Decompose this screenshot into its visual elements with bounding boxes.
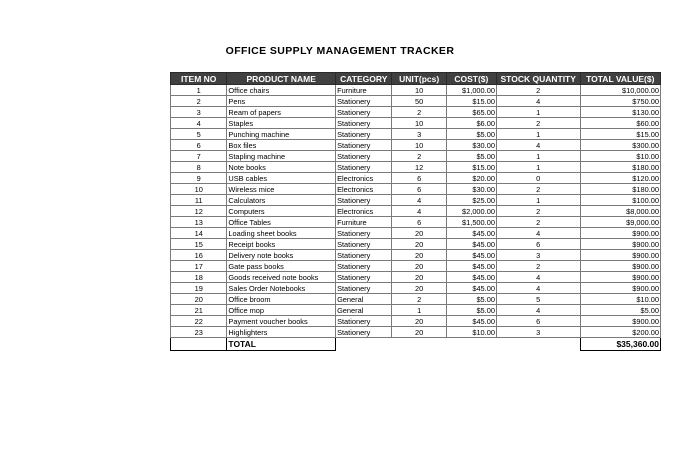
cell-stock-quantity[interactable]: 4 — [496, 140, 580, 151]
table-row — [171, 184, 661, 195]
cell-category[interactable]: Stationery — [336, 272, 392, 283]
cell-cost[interactable]: $1,000.00 — [446, 85, 496, 96]
cell-total-value[interactable]: $5.00 — [580, 305, 660, 316]
cell-stock-quantity[interactable]: 4 — [496, 96, 580, 107]
cell-cost[interactable]: $5.00 — [446, 294, 496, 305]
sheet-title: OFFICE SUPPLY MANAGEMENT TRACKER — [225, 45, 455, 57]
cell-category[interactable]: Electronics — [336, 206, 392, 217]
cell-cost[interactable]: $30.00 — [446, 184, 496, 195]
cell-item-no[interactable]: 20 — [171, 294, 227, 305]
cell-stock-quantity[interactable]: 1 — [496, 195, 580, 206]
cell-cost[interactable]: $45.00 — [446, 283, 496, 294]
table-row — [171, 195, 661, 206]
cell-category[interactable]: Electronics — [336, 184, 392, 195]
col-header-total-value[interactable]: TOTAL VALUE($) — [580, 73, 660, 85]
col-header-category[interactable]: CATEGORY — [336, 73, 392, 85]
cell-stock-quantity[interactable]: 0 — [496, 173, 580, 184]
table-row — [171, 173, 661, 184]
cell-product-name[interactable]: USB cables — [227, 173, 336, 184]
cell-product-name[interactable]: Office Tables — [227, 217, 336, 228]
cell-unit[interactable]: 4 — [392, 195, 446, 206]
table-row — [171, 250, 661, 261]
cell-cost[interactable]: $5.00 — [446, 305, 496, 316]
cell-total-value[interactable]: $900.00 — [580, 261, 660, 272]
cell-stock-quantity[interactable]: 4 — [496, 305, 580, 316]
cell-item-no[interactable]: 8 — [171, 162, 227, 173]
cell-unit[interactable]: 10 — [392, 140, 446, 151]
cell-unit[interactable]: 20 — [392, 261, 446, 272]
cell-stock-quantity[interactable]: 1 — [496, 151, 580, 162]
cell-item-no[interactable]: 9 — [171, 173, 227, 184]
cell-item-no[interactable]: 10 — [171, 184, 227, 195]
header-row — [171, 73, 661, 85]
cell-total-value[interactable]: $900.00 — [580, 283, 660, 294]
cell-cost[interactable]: $45.00 — [446, 261, 496, 272]
cell-product-name[interactable]: Ream of papers — [227, 107, 336, 118]
cell-stock-quantity[interactable]: 3 — [496, 327, 580, 338]
cell-cost[interactable]: $30.00 — [446, 140, 496, 151]
cell-stock-quantity[interactable]: 4 — [496, 228, 580, 239]
table-row — [171, 305, 661, 316]
cell-item-no[interactable]: 16 — [171, 250, 227, 261]
table-row — [171, 118, 661, 129]
cell-cost[interactable]: $10.00 — [446, 327, 496, 338]
cell-stock-quantity[interactable]: 2 — [496, 118, 580, 129]
cell-total-value[interactable]: $120.00 — [580, 173, 660, 184]
cell-category[interactable]: Stationery — [336, 316, 392, 327]
cell-stock-quantity[interactable]: 4 — [496, 283, 580, 294]
cell-product-name[interactable]: Computers — [227, 206, 336, 217]
cell-item-no[interactable]: 1 — [171, 85, 227, 96]
cell-total-value[interactable]: $130.00 — [580, 107, 660, 118]
cell-product-name[interactable]: Calculators — [227, 195, 336, 206]
cell-cost[interactable]: $45.00 — [446, 228, 496, 239]
cell-product-name[interactable]: Goods received note books — [227, 272, 336, 283]
total-gap-cell-2 — [496, 338, 580, 351]
cell-category[interactable]: Furniture — [336, 217, 392, 228]
cell-cost[interactable]: $45.00 — [446, 239, 496, 250]
cell-unit[interactable]: 20 — [392, 283, 446, 294]
table-row — [171, 217, 661, 228]
cell-category[interactable]: Stationery — [336, 162, 392, 173]
cell-product-name[interactable]: Box files — [227, 140, 336, 151]
cell-total-value[interactable]: $15.00 — [580, 129, 660, 140]
cell-stock-quantity[interactable]: 1 — [496, 162, 580, 173]
cell-category[interactable]: Stationery — [336, 261, 392, 272]
cell-product-name[interactable]: Payment voucher books — [227, 316, 336, 327]
cell-unit[interactable]: 2 — [392, 294, 446, 305]
cell-total-value[interactable]: $9,000.00 — [580, 217, 660, 228]
cell-category[interactable]: Stationery — [336, 140, 392, 151]
cell-unit[interactable]: 20 — [392, 228, 446, 239]
cell-cost[interactable]: $15.00 — [446, 96, 496, 107]
cell-total-value[interactable]: $10,000.00 — [580, 85, 660, 96]
cell-product-name[interactable]: Gate pass books — [227, 261, 336, 272]
cell-item-no[interactable]: 12 — [171, 206, 227, 217]
cell-item-no[interactable]: 13 — [171, 217, 227, 228]
cell-stock-quantity[interactable]: 1 — [496, 107, 580, 118]
cell-total-value[interactable]: $750.00 — [580, 96, 660, 107]
total-row — [171, 338, 661, 351]
cell-cost[interactable]: $25.00 — [446, 195, 496, 206]
cell-unit[interactable]: 2 — [392, 151, 446, 162]
cell-item-no[interactable]: 2 — [171, 96, 227, 107]
cell-item-no[interactable]: 15 — [171, 239, 227, 250]
table-row — [171, 206, 661, 217]
cell-stock-quantity[interactable]: 2 — [496, 261, 580, 272]
table-row — [171, 261, 661, 272]
table-body — [171, 85, 661, 338]
cell-product-name[interactable]: Receipt books — [227, 239, 336, 250]
cell-cost[interactable]: $1,500.00 — [446, 217, 496, 228]
table-row — [171, 283, 661, 294]
cell-unit[interactable]: 4 — [392, 206, 446, 217]
col-header-product-name[interactable]: PRODUCT NAME — [227, 73, 336, 85]
col-header-cost[interactable]: COST($) — [446, 73, 496, 85]
cell-stock-quantity[interactable]: 6 — [496, 316, 580, 327]
cell-stock-quantity[interactable]: 2 — [496, 217, 580, 228]
supply-table — [170, 72, 661, 351]
cell-category[interactable]: Electronics — [336, 173, 392, 184]
total-value[interactable]: $35,360.00 — [580, 338, 660, 351]
cell-category[interactable]: Stationery — [336, 250, 392, 261]
cell-category[interactable]: Stationery — [336, 96, 392, 107]
cell-category[interactable]: Stationery — [336, 151, 392, 162]
cell-unit[interactable]: 20 — [392, 239, 446, 250]
cell-product-name[interactable]: Office chairs — [227, 85, 336, 96]
cell-stock-quantity[interactable]: 1 — [496, 129, 580, 140]
cell-total-value[interactable]: $300.00 — [580, 140, 660, 151]
cell-total-value[interactable]: $10.00 — [580, 294, 660, 305]
cell-stock-quantity[interactable]: 2 — [496, 184, 580, 195]
cell-cost[interactable]: $5.00 — [446, 151, 496, 162]
table-row — [171, 272, 661, 283]
table-row — [171, 239, 661, 250]
cell-category[interactable]: Stationery — [336, 228, 392, 239]
cell-product-name[interactable]: Wireless mice — [227, 184, 336, 195]
cell-cost[interactable]: $6.00 — [446, 118, 496, 129]
cell-unit[interactable]: 20 — [392, 272, 446, 283]
table-row — [171, 96, 661, 107]
cell-category[interactable]: Stationery — [336, 107, 392, 118]
col-header-stock-quantity[interactable]: STOCK QUANTITY — [496, 73, 580, 85]
cell-product-name[interactable]: Stapling machine — [227, 151, 336, 162]
cell-item-no[interactable]: 7 — [171, 151, 227, 162]
cell-product-name[interactable]: Sales Order Notebooks — [227, 283, 336, 294]
cell-stock-quantity[interactable]: 4 — [496, 272, 580, 283]
total-blank-cell[interactable] — [171, 338, 227, 351]
cell-cost[interactable]: $45.00 — [446, 250, 496, 261]
cell-total-value[interactable]: $8,000.00 — [580, 206, 660, 217]
cell-product-name[interactable]: Pens — [227, 96, 336, 107]
cell-unit[interactable]: 50 — [392, 96, 446, 107]
cell-category[interactable]: Stationery — [336, 239, 392, 250]
cell-cost[interactable]: $45.00 — [446, 316, 496, 327]
cell-unit[interactable]: 6 — [392, 173, 446, 184]
cell-unit[interactable]: 2 — [392, 107, 446, 118]
cell-product-name[interactable]: Highlighters — [227, 327, 336, 338]
cell-product-name[interactable]: Delivery note books — [227, 250, 336, 261]
cell-stock-quantity[interactable]: 2 — [496, 206, 580, 217]
cell-item-no[interactable]: 11 — [171, 195, 227, 206]
cell-product-name[interactable]: Note books — [227, 162, 336, 173]
cell-category[interactable]: Stationery — [336, 129, 392, 140]
table-row — [171, 140, 661, 151]
cell-total-value[interactable]: $100.00 — [580, 195, 660, 206]
cell-category[interactable]: Stationery — [336, 283, 392, 294]
cell-unit[interactable]: 12 — [392, 162, 446, 173]
cell-unit[interactable]: 6 — [392, 217, 446, 228]
total-label[interactable]: TOTAL — [227, 338, 336, 351]
cell-stock-quantity[interactable]: 5 — [496, 294, 580, 305]
cell-stock-quantity[interactable]: 2 — [496, 85, 580, 96]
cell-total-value[interactable]: $900.00 — [580, 272, 660, 283]
cell-item-no[interactable]: 3 — [171, 107, 227, 118]
cell-stock-quantity[interactable]: 3 — [496, 250, 580, 261]
cell-cost[interactable]: $5.00 — [446, 129, 496, 140]
cell-cost[interactable]: $20.00 — [446, 173, 496, 184]
table-row — [171, 228, 661, 239]
cell-total-value[interactable]: $200.00 — [580, 327, 660, 338]
cell-product-name[interactable]: Punching machine — [227, 129, 336, 140]
cell-item-no[interactable]: 22 — [171, 316, 227, 327]
cell-product-name[interactable]: Staples — [227, 118, 336, 129]
cell-item-no[interactable]: 6 — [171, 140, 227, 151]
cell-stock-quantity[interactable]: 6 — [496, 239, 580, 250]
cell-category[interactable]: Stationery — [336, 327, 392, 338]
cell-total-value[interactable]: $900.00 — [580, 239, 660, 250]
cell-product-name[interactable]: Office broom — [227, 294, 336, 305]
cell-cost[interactable]: $15.00 — [446, 162, 496, 173]
cell-category[interactable]: Stationery — [336, 195, 392, 206]
cell-item-no[interactable]: 4 — [171, 118, 227, 129]
cell-unit[interactable]: 20 — [392, 250, 446, 261]
cell-product-name[interactable]: Office mop — [227, 305, 336, 316]
cell-unit[interactable]: 10 — [392, 85, 446, 96]
table-row — [171, 316, 661, 327]
cell-category[interactable]: Furniture — [336, 85, 392, 96]
table-row — [171, 151, 661, 162]
table-row — [171, 107, 661, 118]
cell-product-name[interactable]: Loading sheet books — [227, 228, 336, 239]
cell-category[interactable]: General — [336, 305, 392, 316]
cell-total-value[interactable]: $180.00 — [580, 184, 660, 195]
cell-item-no[interactable]: 5 — [171, 129, 227, 140]
cell-unit[interactable]: 6 — [392, 184, 446, 195]
table-row — [171, 327, 661, 338]
cell-item-no[interactable]: 17 — [171, 261, 227, 272]
table-row — [171, 85, 661, 96]
table-row — [171, 129, 661, 140]
cell-unit[interactable]: 20 — [392, 327, 446, 338]
table-row — [171, 162, 661, 173]
cell-total-value[interactable]: $900.00 — [580, 250, 660, 261]
cell-cost[interactable]: $45.00 — [446, 272, 496, 283]
cell-item-no[interactable]: 19 — [171, 283, 227, 294]
cell-unit[interactable]: 3 — [392, 129, 446, 140]
cell-item-no[interactable]: 14 — [171, 228, 227, 239]
table-row — [171, 294, 661, 305]
cell-item-no[interactable]: 23 — [171, 327, 227, 338]
cell-total-value[interactable]: $60.00 — [580, 118, 660, 129]
col-header-unit[interactable]: UNIT(pcs) — [392, 73, 446, 85]
col-header-item-no[interactable]: ITEM NO — [171, 73, 227, 85]
cell-total-value[interactable]: $180.00 — [580, 162, 660, 173]
cell-item-no[interactable]: 18 — [171, 272, 227, 283]
cell-total-value[interactable]: $900.00 — [580, 228, 660, 239]
cell-unit[interactable]: 10 — [392, 118, 446, 129]
total-gap-cell — [336, 338, 497, 351]
cell-unit[interactable]: 1 — [392, 305, 446, 316]
cell-cost[interactable]: $65.00 — [446, 107, 496, 118]
cell-total-value[interactable]: $900.00 — [580, 316, 660, 327]
cell-category[interactable]: General — [336, 294, 392, 305]
cell-cost[interactable]: $2,000.00 — [446, 206, 496, 217]
cell-item-no[interactable]: 21 — [171, 305, 227, 316]
cell-unit[interactable]: 20 — [392, 316, 446, 327]
cell-category[interactable]: Stationery — [336, 118, 392, 129]
cell-total-value[interactable]: $10.00 — [580, 151, 660, 162]
